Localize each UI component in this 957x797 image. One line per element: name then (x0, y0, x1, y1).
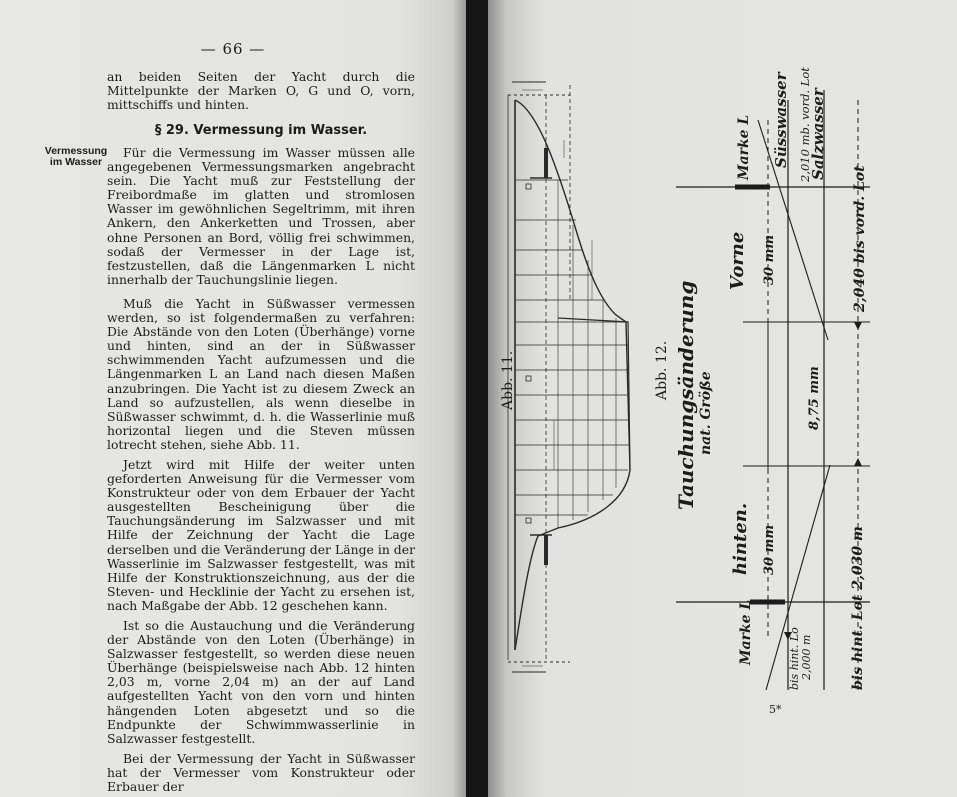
figure-11-hull-drawing (508, 82, 630, 672)
paragraph-2: Muß die Yacht in Süßwasser vermessen werden, so ist folgendermaßen zu verfahren: Die Abstände von den Loten (Überhänge) vorne und hinten, sind an der in Süßwasser schwimmenden Yacht aufzumessen und die Längenmarken L an Land nach diesen Maßen anzubringen. Die Yacht ist zu diesem Zweck an Land so aufzustellen, als wenn dieselbe in Süßwasser schwimmt, d. h. die Wasserlinie muß horizontal liegen und die Steven müssen lotrecht stehen, siehe Abb. 11. (107, 295, 415, 452)
figures-svg (488, 0, 957, 797)
margin-note-line-1: Vermessung (44, 145, 108, 157)
figure-12-caption: Abb. 12. (654, 340, 670, 400)
figure-12-subtitle: nat. Größe (698, 371, 714, 455)
paragraph-1: Für die Vermessung im Wasser müssen alle angegebenen Vermessungsmarken angebracht sein. Die Yacht muß zur Feststellung der Freibordmaße im glatten und stromlosen Wasser im gewöhnlichen Segeltrimm, mit ihren Ankern, den Ankerketten und Trossen, aber ohne Personen an Bord, völlig frei schwimmen, sodaß der Vermesser in der Lage ist, festzustellen, daß die Längenmarken L nicht innerhalb der Tauchungslinie liegen. (107, 145, 415, 287)
section-title: § 29. Vermessung im Wasser. (154, 123, 368, 138)
intro-text (107, 70, 415, 112)
footer-mark: 5* (769, 703, 782, 716)
right-page (488, 0, 957, 797)
label-marke-l-bottom: Marke L (738, 599, 754, 665)
page-number: — 66 — (200, 40, 266, 58)
label-salzwasser: Salzwasser (809, 88, 827, 180)
left-page (0, 0, 466, 797)
body-text (107, 146, 415, 794)
paragraph-4: Ist so die Austauchung und die Veränderung der Abstände von den Loten (Überhänge) in Salzwasser festgestellt, so werden diese neuen Überhänge (beispielsweise nach Abb. 12 hinten 2,03 m, vorne 2,04 m) an der auf Land aufgestellten Yacht von den vorn und hinten hängenden Loten abgesetzt und so die Endpunkte der Schwimmwasserlinie in Salzwasser festgestellt. (107, 618, 415, 746)
dim-30mm-bottom: 30 mm (762, 524, 777, 575)
margin-note (44, 146, 108, 168)
label-hinten: hinten. (730, 502, 751, 575)
label-marke-l-top: Marke L (736, 114, 752, 180)
intro-paragraph: an beiden Seiten der Yacht durch die Mittelpunkte der Marken O, G und O, vorn, mittschiffs und hinten. (107, 69, 415, 113)
book-gutter (466, 0, 488, 797)
figure-11-caption: Abb. 11. (500, 350, 516, 410)
label-suesswasser: Süsswasser (772, 72, 790, 168)
paragraph-5: Bei der Vermessung der Yacht in Süßwasser hat der Vermesser vom Konstrukteur oder Erbauer der (107, 750, 415, 795)
figure-12-title: Tauchungsänderung (674, 280, 698, 510)
dim-2030: bis hint. Lot 2,030 m (850, 526, 866, 690)
dim-2040: 2,040 bis vord. Lot (852, 165, 868, 312)
dim-2000: bis hint. Lo (788, 627, 801, 690)
margin-note-line-2: im Wasser (49, 156, 103, 168)
dim-2010: 2,010 mb. vord. Lot (798, 67, 812, 182)
paragraph-3: Jetzt wird mit Hilfe der weiter unten geforderten Anweisung für die Vermesser vom Konstrukteur oder von dem Erbauer der Yacht ausgestellten Bescheinigung über die Tauchungsänderung im Salzwasser und mit Hilfe der Zeichnung der Yacht die Lage derselben und die Veränderung der Länge in der Wasserlinie im Salzwasser festgestellt, was mit Hilfe der Konstruktionszeichnung, aus der die Steven- und Hecklinie der Yacht zu ersehen ist, nach Maßgabe der Abb. 12 geschehen kann. (107, 456, 415, 613)
dim-30mm-top: 30 mm (762, 234, 777, 285)
label-vorne: Vorne (727, 231, 748, 290)
dim-875: 8,75 mm (807, 366, 822, 430)
dim-2000-b: 2,000 m (800, 634, 813, 680)
